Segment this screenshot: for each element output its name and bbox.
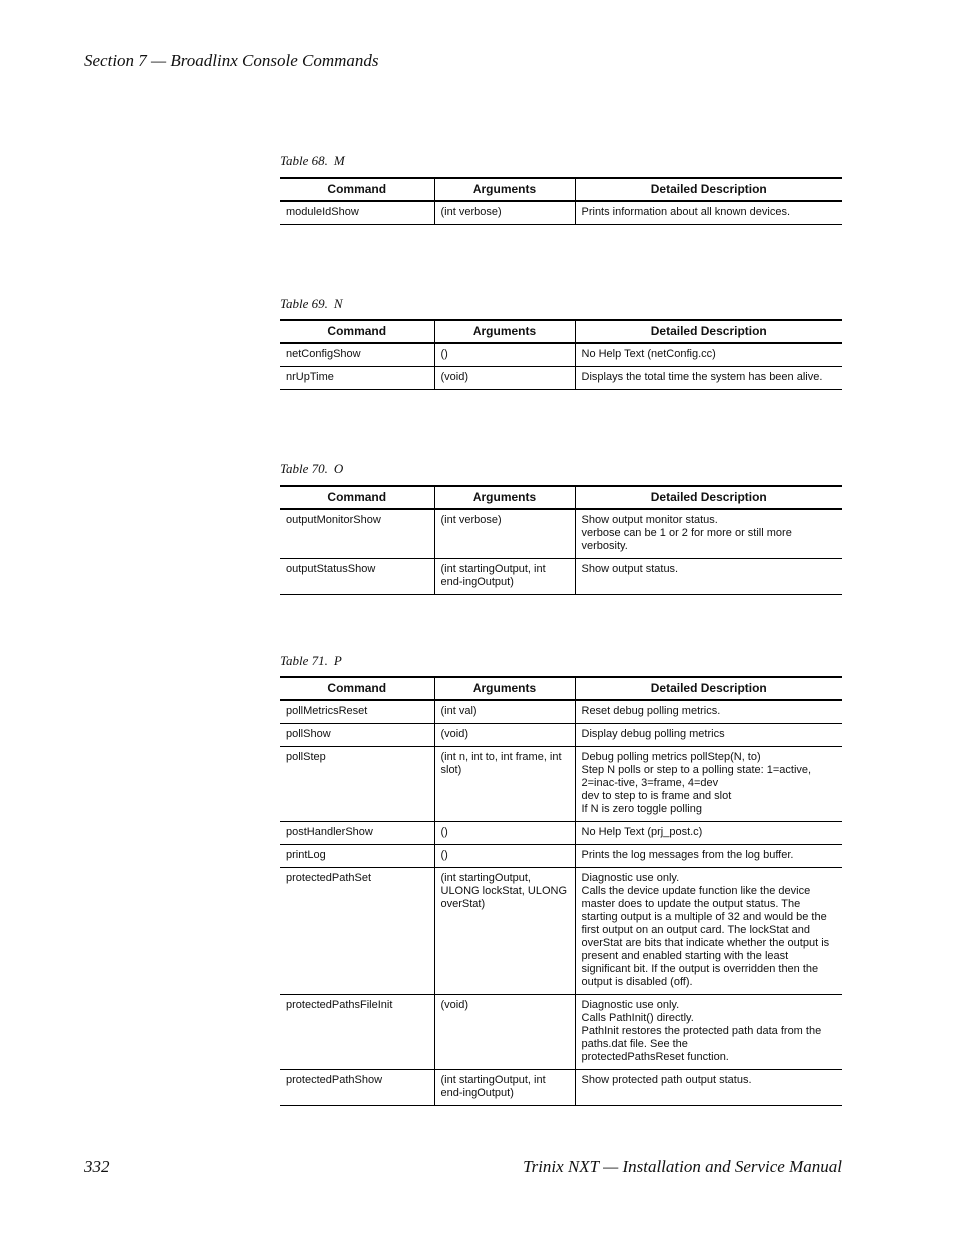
command-cell: printLog [280, 845, 434, 868]
arguments-cell: () [434, 845, 575, 868]
command-cell: protectedPathsFileInit [280, 995, 434, 1070]
arguments-cell: (void) [434, 367, 575, 390]
command-cell: outputStatusShow [280, 559, 434, 595]
table-row [280, 367, 842, 390]
command-cell: postHandlerShow [280, 822, 434, 845]
table-letter: N [333, 296, 343, 311]
description-line: Reset debug polling metrics. [581, 705, 721, 717]
arguments-cell: (int n, int to, int frame, int slot) [434, 747, 575, 822]
description-line: Displays the total time the system has been alive. [581, 371, 823, 383]
column-header-description: Detailed Description [575, 486, 842, 509]
column-header-arguments: Arguments [434, 178, 575, 201]
column-header-description: Detailed Description [575, 178, 842, 201]
table-body [280, 509, 842, 595]
arguments-cell: () [434, 822, 575, 845]
table-row [280, 724, 842, 747]
table-letter: P [333, 653, 342, 668]
description-cell [575, 700, 842, 724]
description-cell [575, 868, 842, 995]
table-row [280, 845, 842, 868]
table-row [280, 995, 842, 1070]
table-letter: O [333, 461, 344, 476]
description-line: Show output monitor status. [581, 514, 718, 526]
command-table-o [280, 485, 842, 595]
arguments-cell: (void) [434, 724, 575, 747]
arguments-cell: (int startingOutput, int end-ingOutput) [434, 559, 575, 595]
description-cell [575, 367, 842, 390]
command-cell: pollShow [280, 724, 434, 747]
table-number: Table 71. [280, 653, 328, 668]
description-line: Calls the device update function like the device master does to update the output status. The starting output is a multiple of 32 and would be the first output on an output card. The lockStat and overStat are bits that indicate whether the output is present and enabled starting with the least significant bit. If the output is overridden then the output is disabled (off). [581, 885, 830, 988]
table-letter: M [333, 153, 345, 168]
description-line: Show output status. [581, 563, 679, 575]
description-line: verbose can be 1 or 2 for more or still more verbosity. [581, 527, 792, 552]
description-cell [575, 995, 842, 1070]
arguments-cell: (int val) [434, 700, 575, 724]
table-body [280, 700, 842, 1106]
table-number: Table 69. [280, 296, 328, 311]
arguments-cell: (int verbose) [434, 201, 575, 225]
table-body [280, 343, 842, 390]
description-cell [575, 747, 842, 822]
column-header-arguments: Arguments [434, 320, 575, 343]
table-row [280, 822, 842, 845]
column-header-command: Command [280, 320, 434, 343]
description-cell [575, 845, 842, 868]
arguments-cell: (int verbose) [434, 509, 575, 559]
description-line: No Help Text (prj_post.c) [581, 826, 703, 838]
section-header: Section 7 — Broadlinx Console Commands [84, 51, 379, 70]
description-line: Debug polling metrics pollStep(N, to) [581, 751, 761, 763]
table-caption [280, 461, 343, 477]
command-cell: protectedPathSet [280, 868, 434, 995]
description-cell [575, 822, 842, 845]
page-number: 332 [84, 1157, 110, 1176]
description-line: If N is zero toggle polling [581, 803, 702, 815]
column-header-description: Detailed Description [575, 677, 842, 700]
description-line: PathInit restores the protected path data from the paths.dat file. See the [581, 1025, 822, 1050]
manual-title: Trinix NXT — Installation and Service Manual [523, 1157, 842, 1176]
command-table-m [280, 177, 842, 225]
description-cell [575, 1070, 842, 1106]
column-header-arguments: Arguments [434, 677, 575, 700]
description-line: Show protected path output status. [581, 1074, 752, 1086]
table-row [280, 559, 842, 595]
column-header-command: Command [280, 178, 434, 201]
table-row [280, 868, 842, 995]
description-line: Prints information about all known devices. [581, 206, 790, 218]
table-caption [280, 153, 345, 169]
table-row [280, 343, 842, 367]
description-line: Calls PathInit() directly. [581, 1012, 694, 1024]
command-cell: pollMetricsReset [280, 700, 434, 724]
command-cell: protectedPathShow [280, 1070, 434, 1106]
table-row [280, 201, 842, 225]
table-caption [280, 653, 342, 669]
table-caption [280, 296, 343, 312]
command-table-n [280, 319, 842, 390]
description-line: Diagnostic use only. [581, 872, 680, 884]
command-cell: nrUpTime [280, 367, 434, 390]
description-cell [575, 724, 842, 747]
arguments-cell: (int startingOutput, ULONG lockStat, ULONG overStat) [434, 868, 575, 995]
description-line: Prints the log messages from the log buffer. [581, 849, 794, 861]
table-body [280, 201, 842, 225]
description-cell [575, 559, 842, 595]
description-line: Diagnostic use only. [581, 999, 680, 1011]
description-line: dev to step to is frame and slot [581, 790, 732, 802]
description-line: Display debug polling metrics [581, 728, 725, 740]
table-row [280, 747, 842, 822]
arguments-cell: (void) [434, 995, 575, 1070]
table-row [280, 1070, 842, 1106]
description-line: protectedPathsReset function. [581, 1051, 729, 1063]
command-cell: pollStep [280, 747, 434, 822]
command-table-p [280, 676, 842, 1106]
arguments-cell: (int startingOutput, int end-ingOutput) [434, 1070, 575, 1106]
description-cell [575, 509, 842, 559]
table-row [280, 700, 842, 724]
description-line: Step N polls or step to a polling state: 1=active, 2=inac-tive, 3=frame, 4=dev [581, 764, 812, 789]
table-row [280, 509, 842, 559]
column-header-description: Detailed Description [575, 320, 842, 343]
table-number: Table 68. [280, 153, 328, 168]
description-cell [575, 343, 842, 367]
description-line: No Help Text (netConfig.cc) [581, 348, 716, 360]
arguments-cell: () [434, 343, 575, 367]
table-number: Table 70. [280, 461, 328, 476]
column-header-command: Command [280, 677, 434, 700]
command-cell: moduleIdShow [280, 201, 434, 225]
command-cell: netConfigShow [280, 343, 434, 367]
description-cell [575, 201, 842, 225]
column-header-arguments: Arguments [434, 486, 575, 509]
column-header-command: Command [280, 486, 434, 509]
command-cell: outputMonitorShow [280, 509, 434, 559]
